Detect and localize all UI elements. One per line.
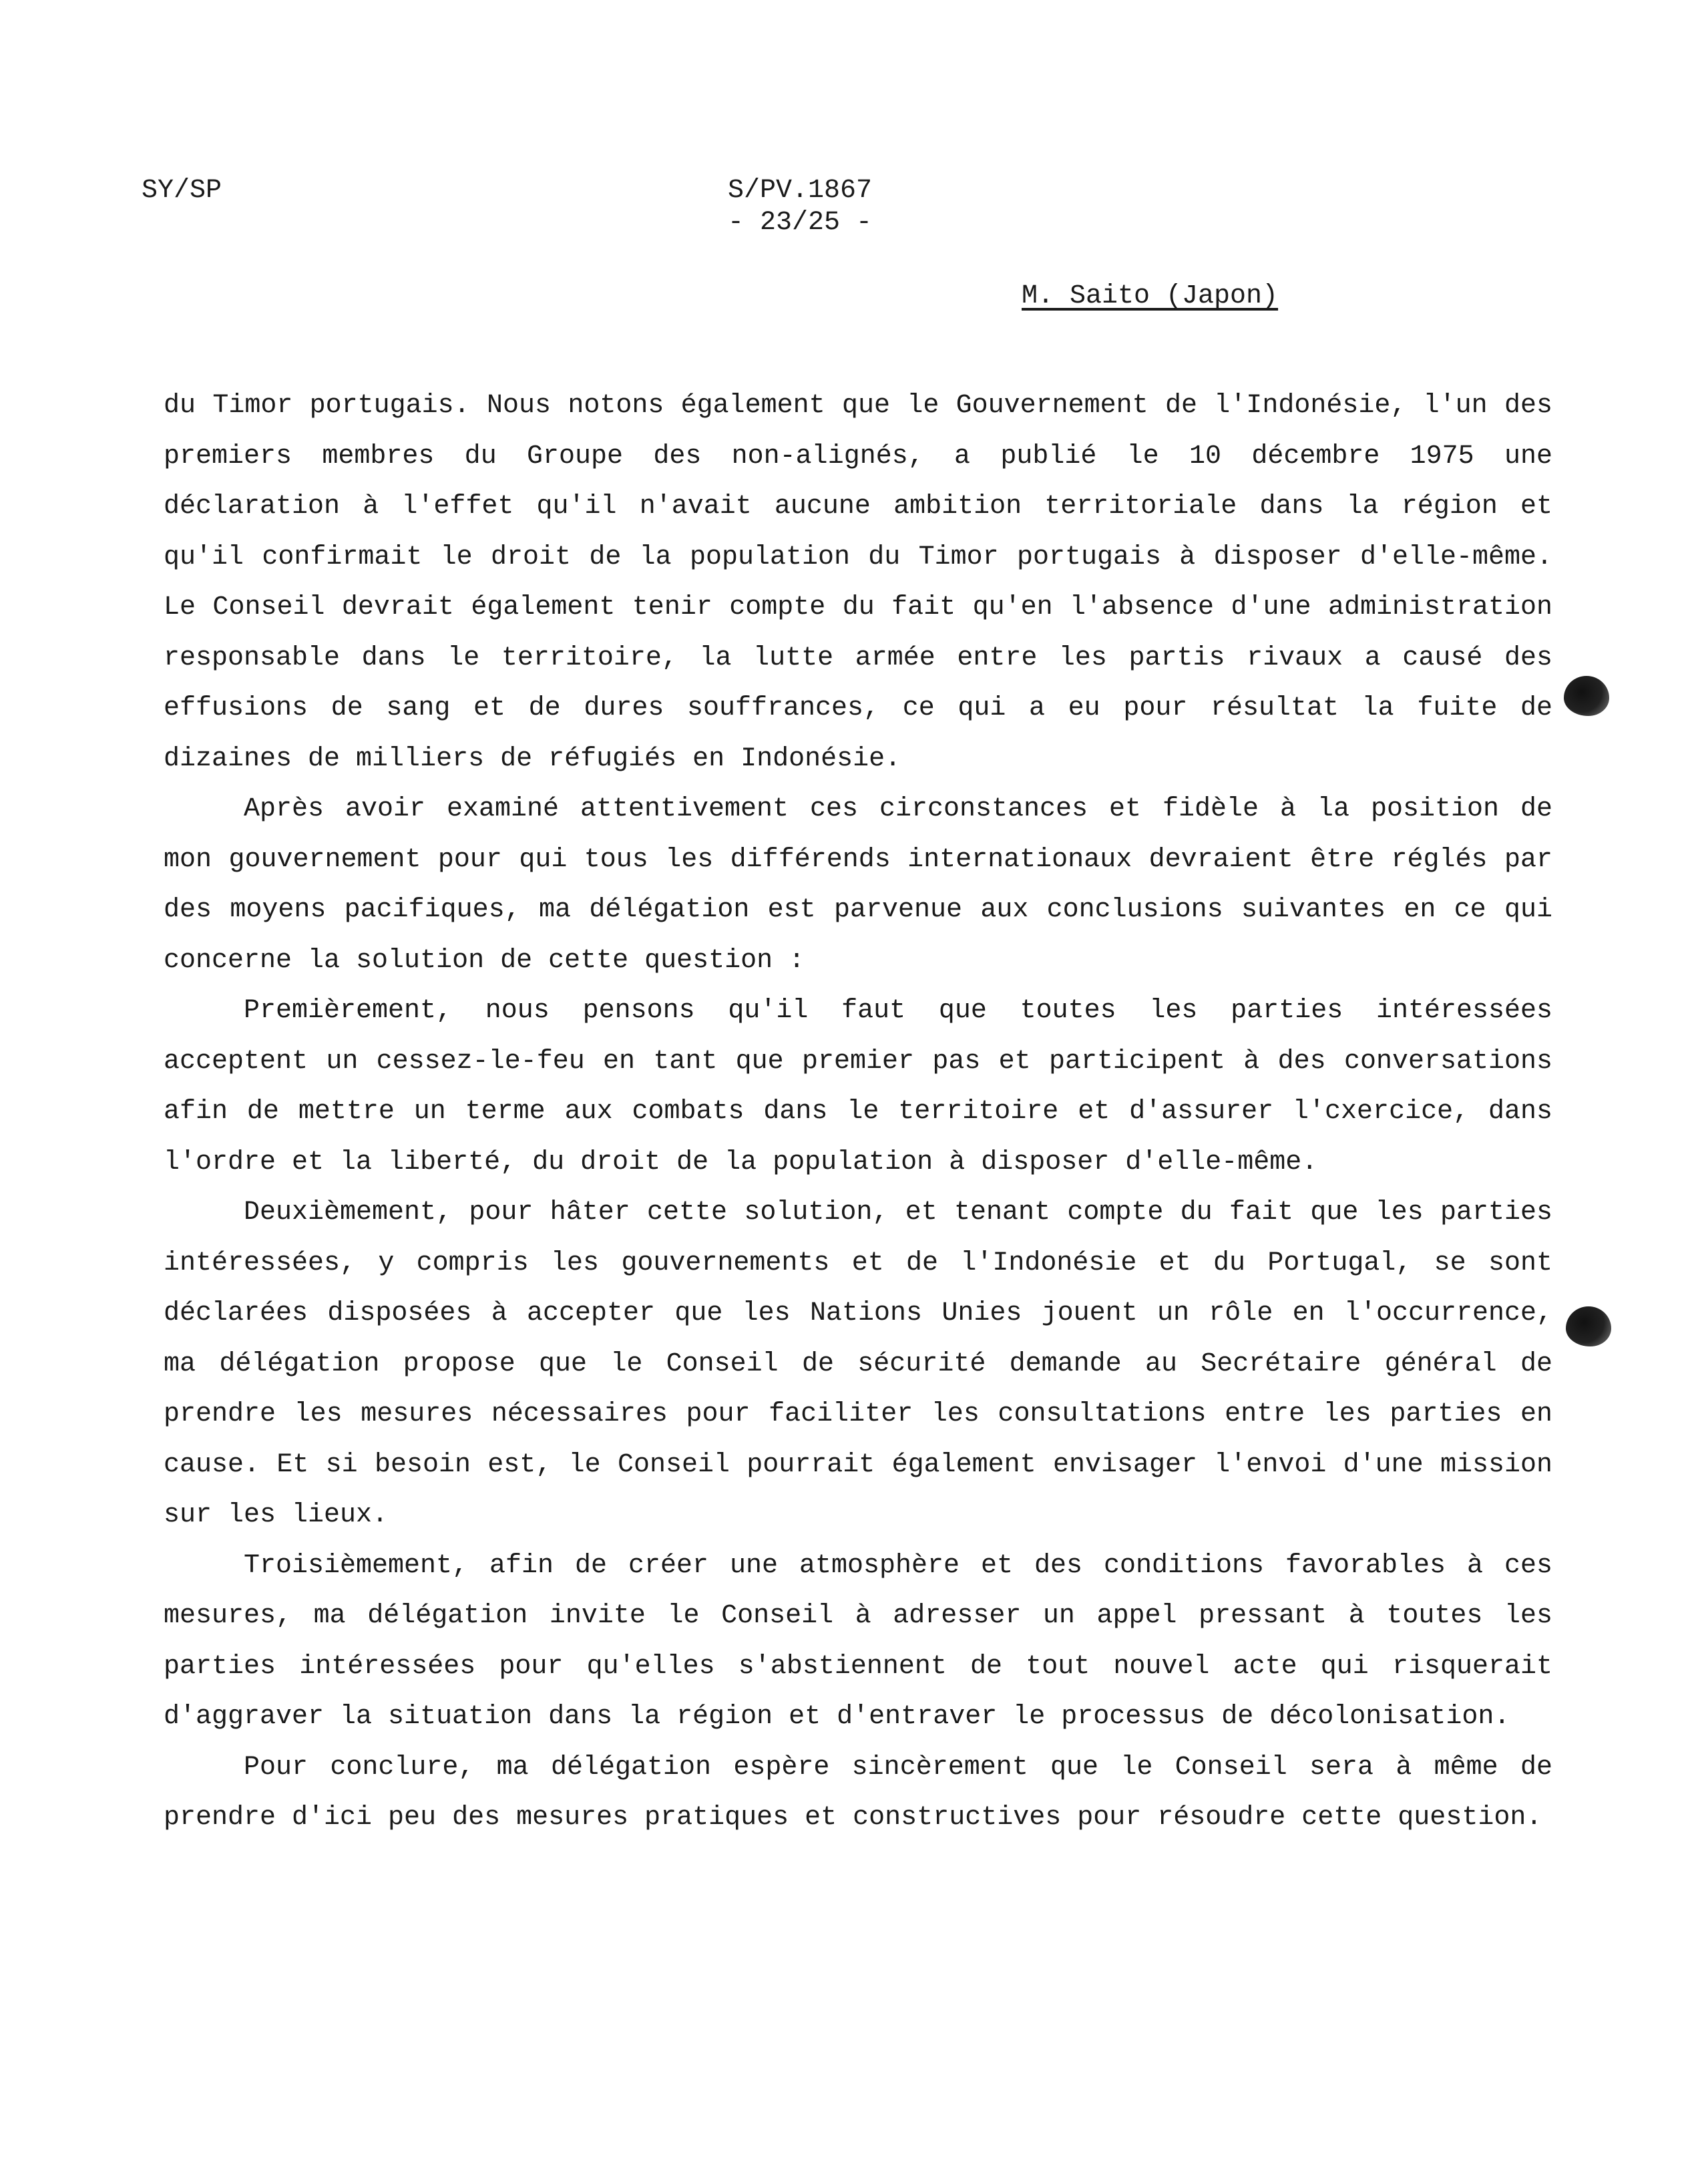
document-symbol: S/PV.1867 — [728, 176, 873, 206]
paragraph-6: Pour conclure, ma délégation espère sincèrement que le Conseil sera à même de prendre d'ici peu des mesures pratiques et constructives pour résoudre cette question. — [164, 1752, 1552, 1833]
paragraph-2: Après avoir examiné attentivement ces circonstances et fidèle à la position de mon gouvernement pour qui tous les différends internationaux devraient être réglés par des moyens pacifiques, ma délégation est parvenue aux conclusions suivantes en ce qui concerne la solution de cette question : — [164, 794, 1552, 976]
header-left-code: SY/SP — [142, 176, 222, 206]
body-text — [164, 381, 1552, 1843]
page-number: - 23/25 - — [728, 208, 873, 238]
paragraph-1: du Timor portugais. Nous notons également que le Gouvernement de l'Indonésie, l'un des premiers membres du Groupe des non-alignés, a publié le 10 décembre 1975 une déclaration à l'effet qu'il n'avait aucune ambition territoriale dans la région et qu'il confirmait le droit de la population du Timor portugais à disposer d'elle-même. Le Conseil devrait également tenir compte du fait qu'en l'absence d'une administration responsable dans le territoire, la lutte armée entre les partis rivaux a causé des effusions de sang et de dures souffrances, ce qui a eu pour résultat la fuite de dizaines de milliers de réfugiés en Indonésie. — [164, 391, 1552, 774]
speaker-name: M. Saito (Japon) — [1022, 281, 1279, 311]
header-center — [728, 175, 872, 239]
punch-hole-mark — [1564, 676, 1609, 716]
paragraph-3: Premièrement, nous pensons qu'il faut que toutes les parties intéressées acceptent un cessez-le-feu en tant que premier pas et participent à des conversations afin de mettre un terme aux combats dans le territoire et d'assurer l'cxercice, dans l'ordre et la liberté, du droit de la population à disposer d'elle-même. — [164, 996, 1552, 1177]
paragraph-5: Troisièmement, afin de créer une atmosphère et des conditions favorables à ces mesures, ma délégation invite le Conseil à adresser un appel pressant à toutes les parties intéressées pour qu'elles s'abstiennent de tout nouvel acte qui risquerait d'aggraver la situation dans la région et d'entraver le processus de décolonisation. — [164, 1550, 1552, 1732]
paragraph-4: Deuxièmement, pour hâter cette solution, et tenant compte du fait que les parties intéressées, y compris les gouvernements et de l'Indonésie et du Portugal, se sont déclarées disposées à accepter que les Nations Unies jouent un rôle en l'occurrence, ma délégation propose que le Conseil de sécurité demande au Secrétaire général de prendre les mesures nécessaires pour faciliter les consultations entre les parties en cause. Et si besoin est, le Conseil pourrait également envisager l'envoi d'une mission sur les lieux. — [164, 1198, 1552, 1530]
punch-hole-mark — [1566, 1306, 1611, 1346]
